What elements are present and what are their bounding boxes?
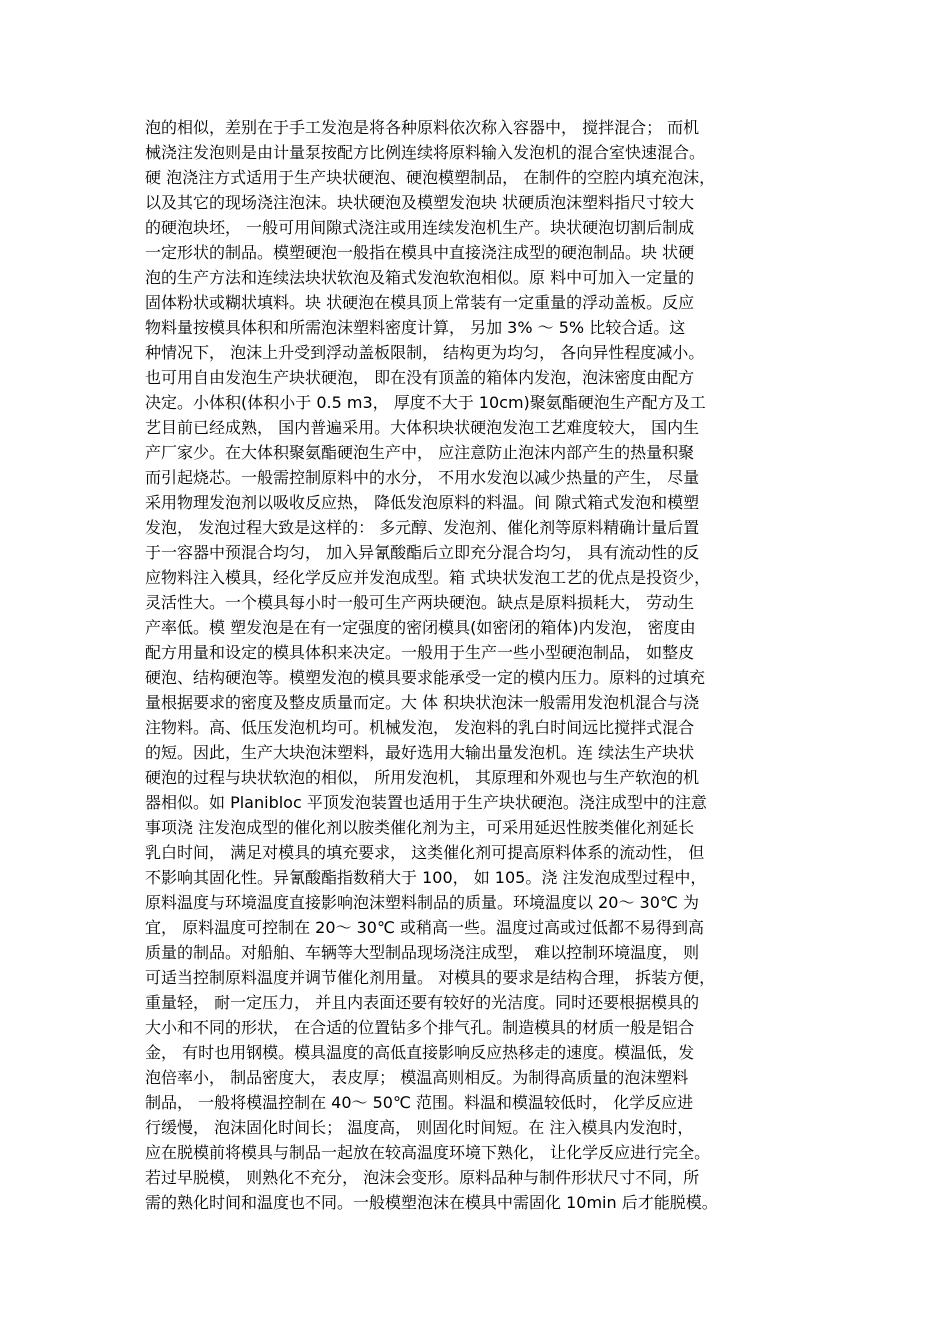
text-line: 硬 泡浇注方式适用于生产块状硬泡、硬泡模塑制品， 在制件的空腔内填充泡沫，: [145, 168, 716, 187]
text-line: 质量的制品。对船舶、车辆等大型制品现场浇注成型， 难以控制环境温度， 则: [145, 943, 700, 962]
text-line: 泡的相似，差别在于手工发泡是将各种原料依次称入容器中， 搅拌混合； 而机: [145, 118, 700, 137]
text-line: 若过早脱模， 则熟化不充分， 泡沫会变形。原料品种与制件形状尺寸不同，所: [145, 1168, 700, 1187]
text-line: 硬泡、结构硬泡等。模塑发泡的模具要求能承受一定的模内压力。原料的过填充: [145, 668, 706, 687]
text-line: 乳白时间， 满足对模具的填充要求， 这类催化剂可提高原料体系的流动性， 但: [145, 843, 705, 862]
text-line: 产厂家少。在大体积聚氨酯硬泡生产中， 应注意防止泡沫内部产生的热量积聚: [145, 443, 695, 462]
text-line: 种情况下， 泡沫上升受到浮动盖板限制， 结构更为均匀， 各向异性程度减小。: [145, 343, 705, 362]
text-line: 物料量按模具体积和所需泡沫塑料密度计算， 另加 3% ～ 5% 比较合适。这: [145, 318, 686, 337]
text-line: 的硬泡块坯， 一般可用间隙式浇注或用连续发泡机生产。块状硬泡切割后制成: [145, 218, 695, 237]
text-line: 灵活性大。一个模具每小时一般可生产两块硬泡。缺点是原料损耗大， 劳动生: [145, 593, 695, 612]
text-line: 也可用自由发泡生产块状硬泡， 即在没有顶盖的箱体内发泡，泡沫密度由配方: [145, 368, 695, 387]
text-line: 泡的生产方法和连续法块状软泡及箱式发泡软泡相似。原 料中可加入一定量的: [145, 268, 695, 287]
text-line: 而引起烧芯。一般需控制原料中的水分， 不用水发泡以减少热量的产生， 尽量: [145, 468, 700, 487]
text-line: 于一容器中预混合均匀， 加入异氰酸酯后立即充分混合均匀， 具有流动性的反: [145, 543, 700, 562]
text-line: 发泡， 发泡过程大致是这样的： 多元醇、发泡剂、催化剂等原料精确计量后置: [145, 518, 700, 537]
text-line: 产率低。模 塑发泡是在有一定强度的密闭模具(如密闭的箱体)内发泡， 密度由: [145, 618, 696, 637]
body-text: [145, 115, 815, 1215]
text-line: 不影响其固化性。异氰酸酯指数稍大于 100， 如 105。浇 注发泡成型过程中，: [145, 868, 707, 887]
text-line: 配方用量和设定的模具体积来决定。一般用于生产一些小型硬泡制品， 如整皮: [145, 643, 695, 662]
text-line: 注物料。高、低压发泡机均可。机械发泡， 发泡料的乳白时间远比搅拌式混合: [145, 718, 695, 737]
text-line: 行缓慢， 泡沫固化时间长； 温度高， 则固化时间短。在 注入模具内发泡时，: [145, 1118, 694, 1137]
text-line: 一定形状的制品。模塑硬泡一般指在模具中直接浇注成型的硬泡制品。块 状硬: [145, 243, 695, 262]
text-line: 械浇注发泡则是由计量泵按配方比例连续将原料输入发泡机的混合室快速混合。: [145, 143, 706, 162]
text-line: 应在脱模前将模具与制品一起放在较高温度环境下熟化， 让化学反应进行完全。: [145, 1143, 711, 1162]
text-line: 艺目前已经成熟， 国内普遍采用。大体积块状硬泡发泡工艺难度较大， 国内生: [145, 418, 700, 437]
text-line: 泡倍率小， 制品密度大， 表皮厚； 模温高则相反。为制得高质量的泡沫塑料: [145, 1068, 689, 1087]
text-line: 以及其它的现场浇注泡沫。块状硬泡及模塑发泡块 状硬质泡沫塑料指尺寸较大: [145, 193, 695, 212]
text-line: 需的熟化时间和温度也不同。一般模塑泡沫在模具中需固化 10min 后才能脱模。: [145, 1193, 718, 1212]
text-line: 决定。小体积(体积小于 0.5 m3， 厚度不大于 10cm)聚氨酯硬泡生产配方及工: [145, 393, 706, 412]
text-line: 应物料注入模具，经化学反应并发泡成型。箱 式块状发泡工艺的优点是投资少，: [145, 568, 711, 587]
text-line: 采用物理发泡剂以吸收反应热， 降低发泡原料的料温。间 隙式箱式发泡和模塑: [145, 493, 700, 512]
text-line: 器相似。如 Planibloc 平顶发泡装置也适用于生产块状硬泡。浇注成型中的注意: [145, 793, 707, 812]
text-line: 固体粉状或糊状填料。块 状硬泡在模具顶上常装有一定重量的浮动盖板。反应: [145, 293, 695, 312]
text-line: 制品， 一般将模温控制在 40～ 50℃ 范围。料温和模温较低时， 化学反应进: [145, 1093, 694, 1112]
text-line: 硬泡的过程与块状软泡的相似， 所用发泡机， 其原理和外观也与生产软泡的机: [145, 768, 700, 787]
text-line: 的短。因此，生产大块泡沫塑料，最好选用大输出量发泡机。连 续法生产块状: [145, 743, 695, 762]
text-line: 大小和不同的形状， 在合适的位置钻多个排气孔。制造模具的材质一般是铝合: [145, 1018, 695, 1037]
text-line: 可适当控制原料温度并调节催化剂用量。 对模具的要求是结构合理， 拆装方便，: [145, 968, 716, 987]
text-line: 金， 有时也用钢模。模具温度的高低直接影响反应热移走的速度。模温低，发: [145, 1043, 695, 1062]
text-line: 宜， 原料温度可控制在 20～ 30℃ 或稍高一些。温度过高或过低都不易得到高: [145, 918, 705, 937]
text-line: 原料温度与环境温度直接影响泡沫塑料制品的质量。环境温度以 20～ 30℃ 为: [145, 893, 699, 912]
text-line: 事项浇 注发泡成型的催化剂以胺类催化剂为主，可采用延迟性胺类催化剂延长: [145, 818, 695, 837]
text-line: 量根据要求的密度及整皮质量而定。大 体 积块状泡沫一般需用发泡机混合与浇: [145, 693, 700, 712]
text-line: 重量轻， 耐一定压力， 并且内表面还要有较好的光洁度。同时还要根据模具的: [145, 993, 700, 1012]
